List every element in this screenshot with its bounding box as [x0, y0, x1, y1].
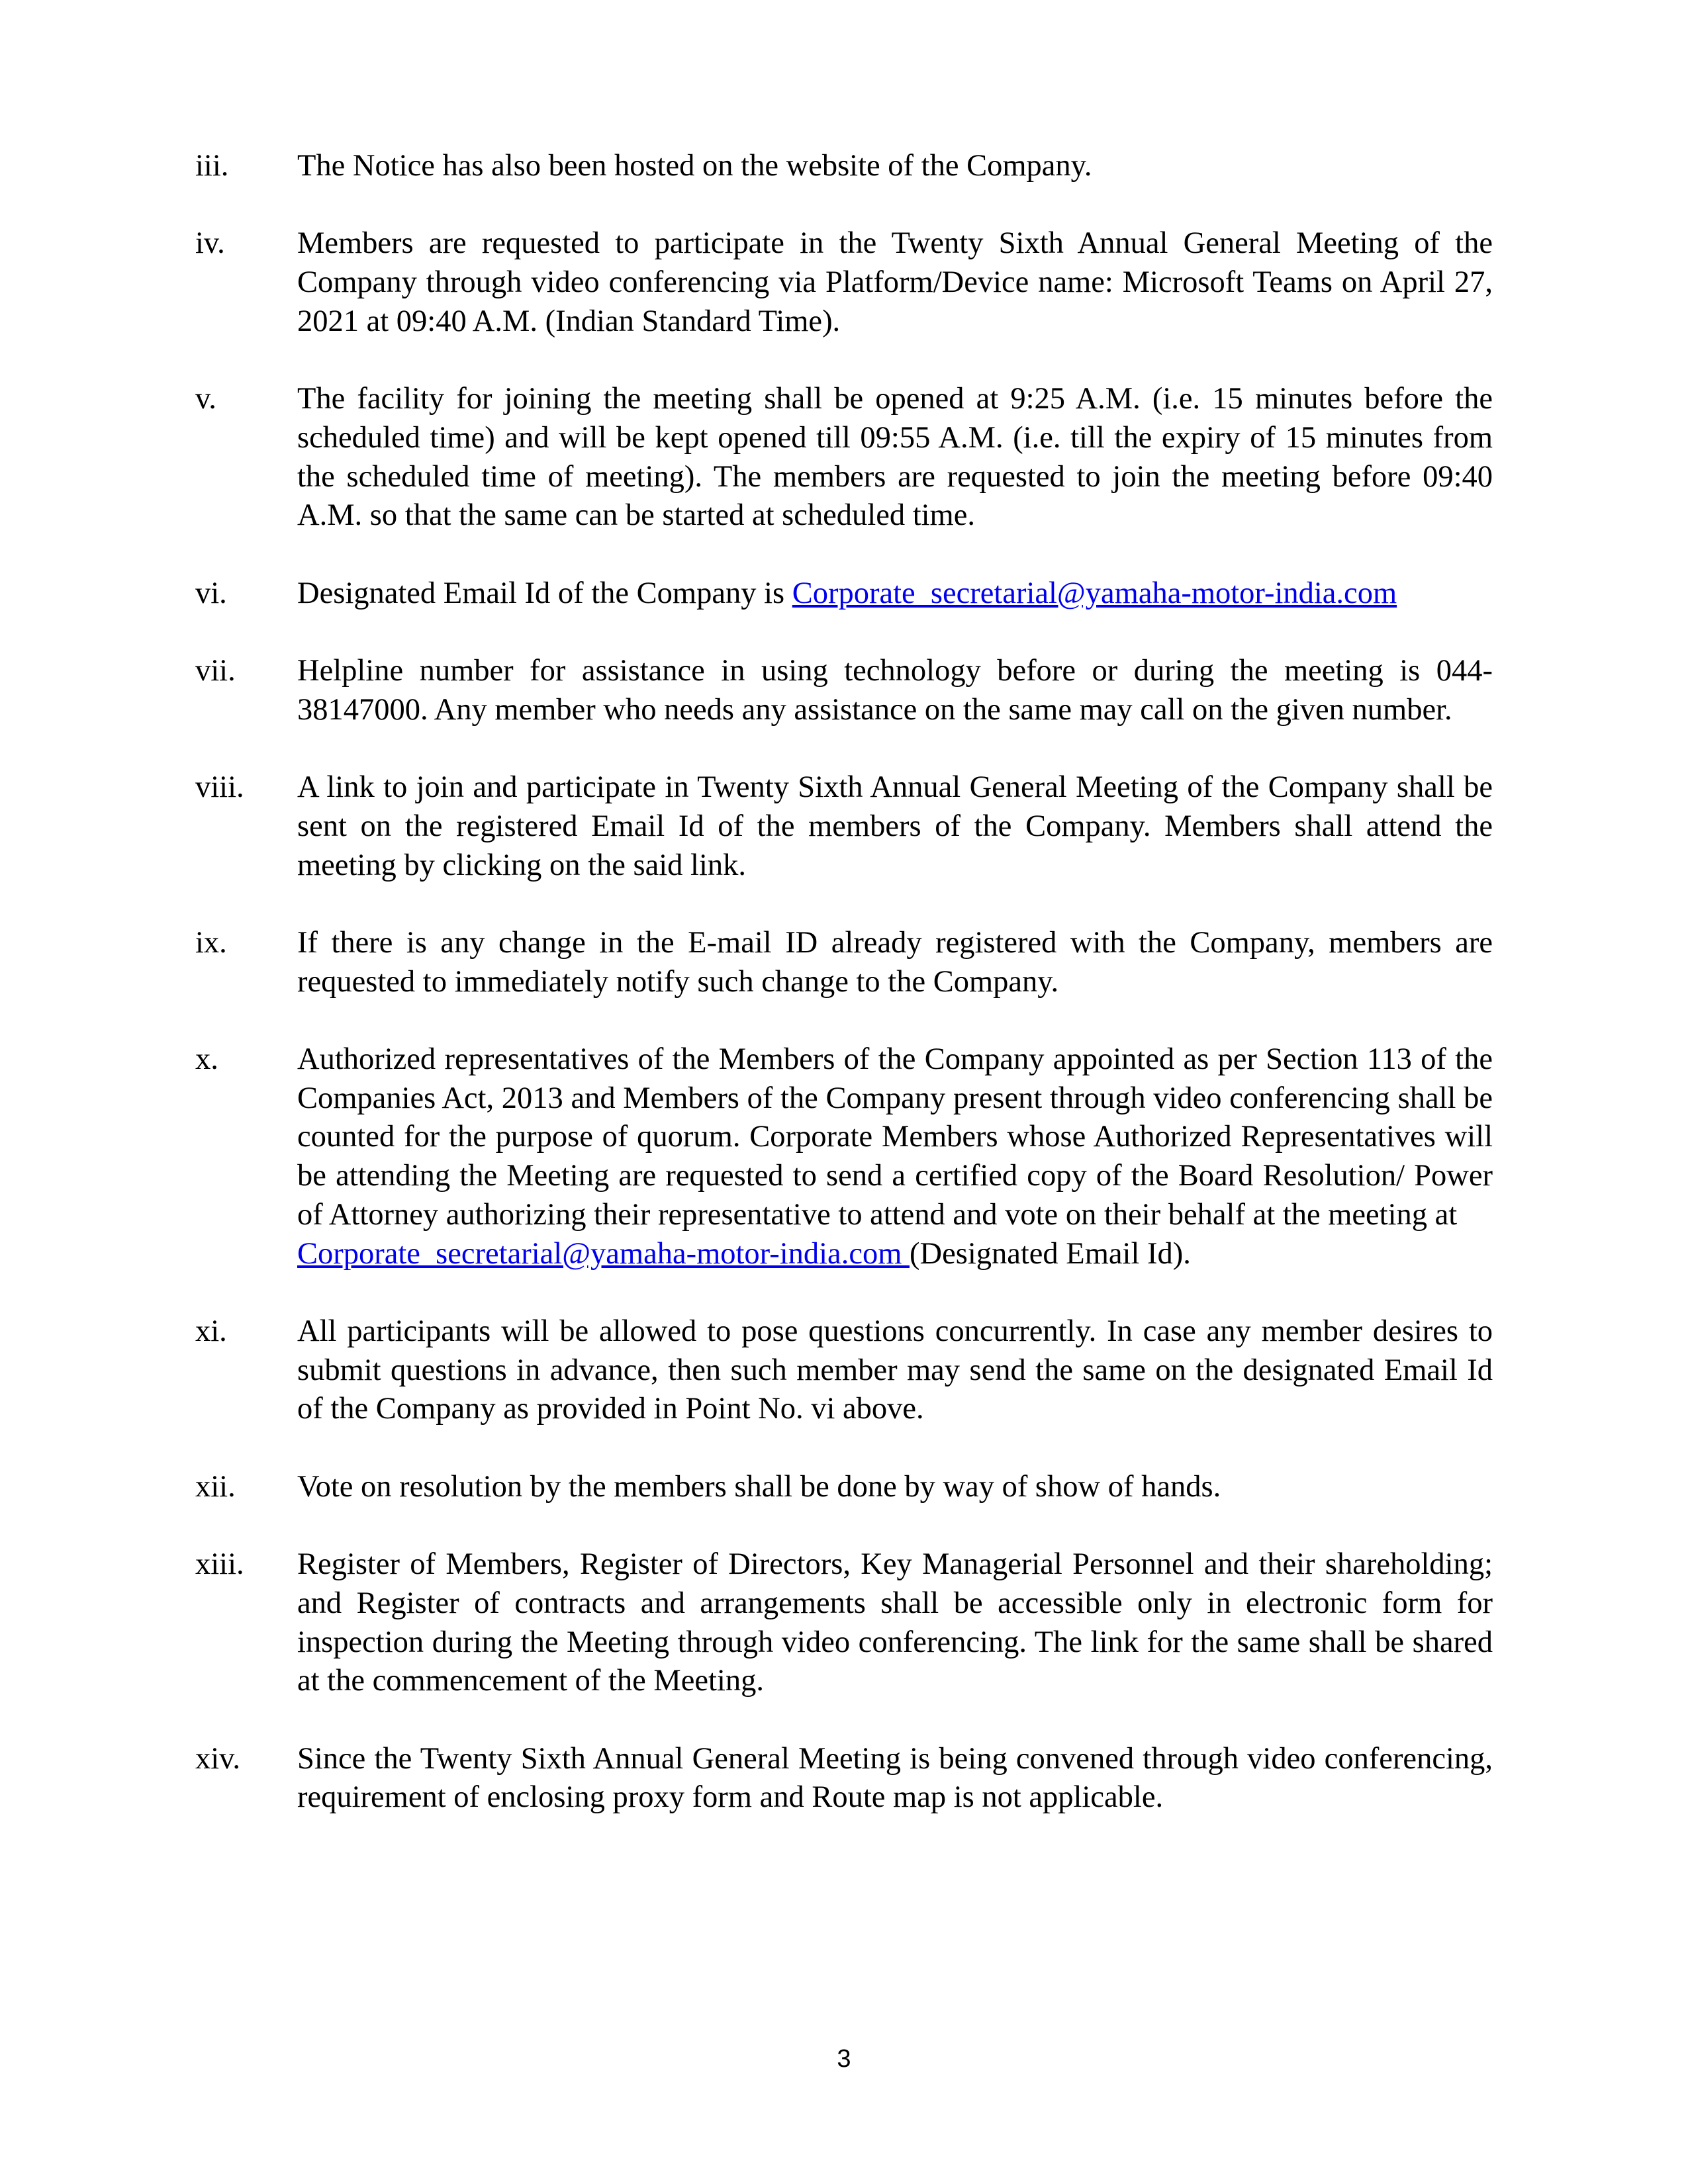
item-text: The Notice has also been hosted on the website of the Company. [297, 149, 1092, 183]
item-text: Register of Members, Register of Directors, Key Managerial Personnel and their shareholding; and Register of contracts and arrangements shall be accessible only in electronic form for inspection during the Meeting through video conferencing. The link for the same shall be shared at the commencement of the Meeting. [297, 1547, 1493, 1698]
list-item-xii [195, 1468, 1493, 1507]
item-text: Since the Twenty Sixth Annual General Meeting is being convened through video conferencing, requirement of enclosing proxy form and Route map is not applicable. [297, 1741, 1493, 1815]
item-text-after-link: (Designated Email Id). [910, 1236, 1191, 1271]
list-item-ix [195, 924, 1493, 1001]
list-item-iv [195, 224, 1493, 341]
designated-email-link[interactable]: Corporate_secretarial@yamaha-motor-india.com [297, 1236, 910, 1271]
list-item-viii [195, 768, 1493, 885]
item-number: vi. [195, 576, 227, 610]
item-text [297, 574, 1493, 614]
item-number: xiv. [195, 1741, 241, 1776]
item-number: xi. [195, 1314, 227, 1348]
list-item-vi [195, 574, 1493, 614]
item-text: The facility for joining the meeting shall be opened at 9:25 A.M. (i.e. 15 minutes before the scheduled time) and will be kept opened till 09:55 A.M. (i.e. till the expiry of 15 minutes from the scheduled time of meeting). The members are requested to join the meeting before 09:40 A.M. so that the same can be started at scheduled time. [297, 382, 1493, 533]
item-text: A link to join and participate in Twenty Sixth Annual General Meeting of the Company shall be sent on the registered Email Id of the members of the Company. Members shall attend the meeting by clicking on the said link. [297, 770, 1493, 882]
list-item-xiii [195, 1545, 1493, 1701]
item-text: Authorized representatives of the Members of the Company appointed as per Section 113 of the Companies Act, 2013 and Members of the Company present through video conferencing shall be counted for the purpose of quorum. Corporate Members whose Authorized Representatives will be attending the Meeting are requested to send a certified copy of the Board Resolution/ Power of Attorney authorizing their representative to attend and vote on their behalf at the meeting at [297, 1042, 1493, 1232]
list-item-vii [195, 652, 1493, 729]
item-number: xii. [195, 1469, 236, 1504]
item-number: iii. [195, 149, 229, 183]
item-text-before-link: Designated Email Id of the Company is [297, 576, 792, 610]
list-item-xiv [195, 1740, 1493, 1817]
item-text: All participants will be allowed to pose questions concurrently. In case any member desires to submit questions in advance, then such member may send the same on the designated Email Id of the Company as provided in Point No. vi above. [297, 1314, 1493, 1426]
list-item-x [195, 1040, 1493, 1273]
item-number: vii. [195, 654, 236, 688]
list-item-xi [195, 1312, 1493, 1429]
list-item-v [195, 380, 1493, 535]
item-number: viii. [195, 770, 244, 805]
notice-document [195, 147, 1493, 1856]
item-text: If there is any change in the E-mail ID already registered with the Company, members are requested to immediately notify such change to the Company. [297, 925, 1493, 999]
item-number: v. [195, 382, 216, 416]
item-number: x. [195, 1042, 218, 1077]
item-last-line [297, 1235, 1493, 1274]
item-number: ix. [195, 925, 227, 960]
item-text: Members are requested to participate in the Twenty Sixth Annual General Meeting of the Company through video conferencing via Platform/Device name: Microsoft Teams on April 27, 2021 at 09:40 A.M. (Indian Standard Time). [297, 226, 1493, 338]
list-item-iii [195, 147, 1493, 186]
designated-email-link[interactable]: Corporate_secretarial@yamaha-motor-india.com [792, 576, 1397, 610]
item-text: Vote on resolution by the members shall be done by way of show of hands. [297, 1469, 1221, 1504]
item-number: iv. [195, 226, 225, 261]
item-number: xiii. [195, 1547, 244, 1582]
item-text: Helpline number for assistance in using technology before or during the meeting is 044-38147000. Any member who needs any assistance on the same may call on the given number. [297, 654, 1493, 727]
page-number: 3 [837, 2045, 851, 2073]
